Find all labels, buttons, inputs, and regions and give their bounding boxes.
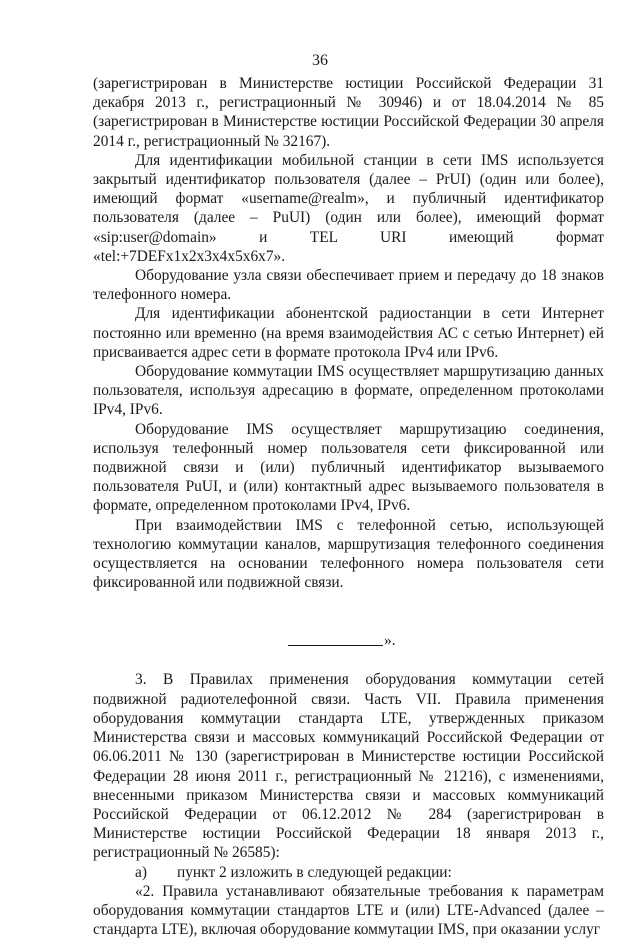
item-a-marker: а) — [135, 863, 147, 881]
paragraph-registration-continuation: (зарегистрирован в Министерстве юстиции Российской Федерации 31 декабря 2013 г., регистрационный № 30946) и от 18.04.2014 № 85 (зарегистрирован в Министерстве юстиции Российской Федерации 30 апреля 2014 г., регистрационный № 32167). — [93, 75, 604, 150]
quoted-clause-2: «2. Правила устанавливают обязательные требования к параметрам оборудования коммутации стандартов LTE и (или) LTE-Advanced (далее – стандарта LTE), включая оборудование коммутации IMS, при оказании услуг — [93, 882, 604, 939]
paragraph-circuit-switching: При взаимодействии IMS с телефонной сетью, использующей технологию коммутации каналов, маршрутизация телефонного соединения осуществляется на основании телефонного номера пользователя сети фиксированной или подвижной связи. — [93, 516, 604, 592]
separator-quote: ». — [384, 632, 396, 650]
paragraph-internet-address: Для идентификации абонентской радиостанции в сети Интернет постоянно или временно (на время взаимодействия АС с сетью Интернет) ей присваивается адрес сети в формате протокола IPv4 или IPv6. — [93, 305, 604, 361]
separator-rule — [288, 645, 383, 646]
separator-line — [93, 630, 604, 650]
section-3-amendment: 3. В Правилах применения оборудования коммутации сетей подвижной радиотелефонной связи. Часть VII. Правила применения оборудования коммутации стандарта LTE, утвержденных приказом Министерства связи и массовых коммуникаций Российской Федерации от 06.06.2011 № 130 (зарегистрирован в Министерстве юстиции Российской Федерации 28 июня 2011 г., регистрационный № 21216), с изменениями, внесенными приказом Министерства связи и массовых коммуникаций Российской Федерации от 06.12.2012 № 284 (зарегистрирован в Министерстве юстиции Российской Федерации 18 января 2013 г., регистрационный № 26585): — [93, 671, 604, 862]
item-a-text: пункт 2 изложить в следующей редакции: — [177, 863, 452, 881]
page-number: 36 — [312, 52, 328, 69]
item-a — [93, 863, 604, 882]
document-body — [93, 74, 604, 939]
paragraph-connection-routing: Оборудование IMS осуществляет маршрутизацию соединения, используя телефонный номер пользователя сети фиксированной или подвижной связи и (или) публичный идентификатор вызываемого пользователя PuUI, и (или) контактный адрес вызываемого пользователя в формате, определенном протоколами IPv4, IPv6. — [93, 420, 604, 515]
paragraph-data-routing: Оборудование коммутации IMS осуществляет маршрутизацию данных пользователя, используя адресацию в формате, определенном протоколами IPv4, IPv6. — [93, 363, 604, 419]
paragraph-phone-number-digits: Оборудование узла связи обеспечивает прием и передачу до 18 знаков телефонного номера. — [93, 267, 604, 304]
paragraph-ims-identification: Для идентификации мобильной станции в сети IMS используется закрытый идентификатор пользователя (далее – PrUI) (один или более), имеющий формат «username@realm», и публичный идентификатор пользователя (далее – PuUI) (один или более), имеющий формат «sip:user@domain» и TEL URI имеющий формат «tel:+7DEFx1x2x3x4x5x6x7». — [93, 151, 604, 265]
